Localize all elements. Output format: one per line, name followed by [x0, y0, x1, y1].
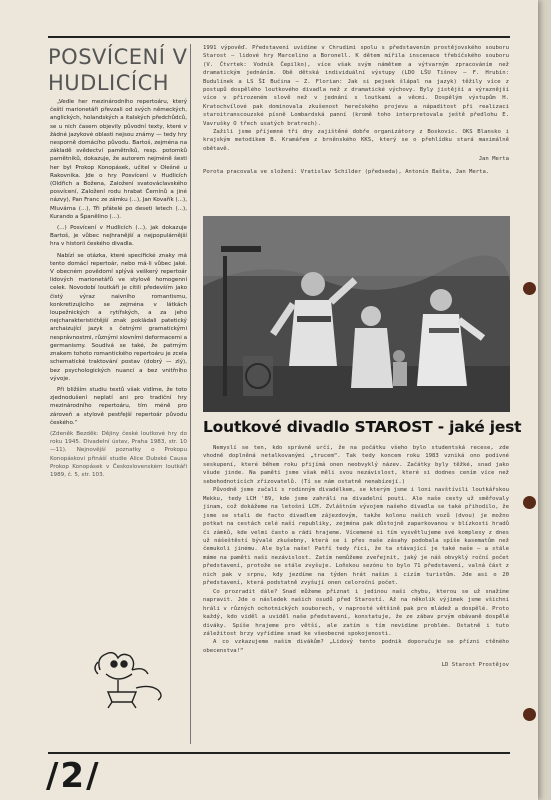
article1-paragraph: Nabízí se otázka, které specifické znaky má tento domácí repertoár, nebo má-li vůbec jaké. V obecném povědomí splývá veškerý repertoár lidových marionetářů ve stylově homogenní celek. Novodobí loutkáři je cítili především jako čistý výraz naivního romantismu, konkretizujícího se zejména v látkách loupežnických a rytířských, a za jeho nejcharakterističtější znak pokládali patetický archaizující jazyk s četnými gramatickými nesprávnostmi, různými slovními deformacemi a germanismy. Soudívá se také, že patrným znakem tohoto romantického repertoáru je zcela schematické traktování postav (dobrý — zlý), bez psychologických nuancí a bez vnitřního vývoje.: [50, 252, 187, 382]
article2-body: [203, 444, 509, 670]
review-paragraph: Zažili jsme příjemné tři dny zajištěné dobře organizátory z Boskovic. OKS Blansko i krajským metodikem B. Kramářem z brněnského KKS, který se o přehlídku stará maximálně obětavě.: [203, 129, 509, 152]
article1-body: [50, 98, 187, 482]
jury-composition: Porota pracovala ve složení: Vratislav Schilder (předseda), Antonín Bašta, Jan Merta.: [203, 168, 490, 175]
binder-hole: [523, 708, 536, 721]
binder-hole: [523, 496, 536, 509]
binder-hole: [523, 282, 536, 295]
article1-paragraph: (...) Posvícení v Hudlicích (...), jak dokazuje Bartoš, je vůbec nejhranější a nejpopulárnější hra v historii českého divadla.: [50, 225, 187, 248]
article1-title: POSVÍCENÍ V HUDLICÍCH: [48, 45, 188, 95]
article2-paragraph: Co prozradit dále? Snad můžeme přiznat i jedinou naši chybu, kterou se už snažíme napravit. Jde o následek našich osudů před Starostí. Až na několik výjimek jsme všichni hráli v různých ochotnických souborech, v naprosté většině pak pro mládež a dospělé. Proto každý, kdo viděl a uviděl naše představení, konstatuje, že ze zábav prvým obávaně dospělé diváky. Spíše hrajeme pro větší, ale zatím s tím nevidíme problém. Ostatně i tuto záležitost brzy vyřídíme snad ke všeobecné spokojenosti.: [203, 588, 509, 637]
photo-scene: [203, 216, 510, 412]
performance-photo: [203, 216, 510, 412]
article1-paragraph: „Vedle her mezinárodního repertoáru, který čeští marionetáři převzali od svých německých, anglických, holandských a italských předchůdců, se u nich časem objevily původní texty, které v žádné jazykové oblasti nejsou známy — tedy hry nesporně domácího původu. Bartoš, zejména na základě svědectví pamětníků, resp. potomků pamětníků, dokazuje, že autorem nejméně šesti her byl Prokop Konopásek, učitel v Olešné u Rakovníka. Jde o hry Posvícení v Hudlicích (Oldřich a Božena, Založení svatováclavského posvícení, Založení rodu hrabat Černínů a jiné názvy), Pan Franc ze zámku (...), Jan Kovařík (...), Mluvárna (...), Tři přátelé po deseti letech (...), Kurando a Španělino (...).: [50, 99, 187, 220]
article2-headline: Loutkové divadlo STAROST - jaké jest: [203, 418, 522, 436]
article2-paragraph: Původně jsme začali s rodinným divadélkem, se kterým jsme i loni navštívili loutkářskou Mekku, tedy LCH '89, kde jsme zahráli na divadelní pouti. Ale naše cesty už směřovaly jinam, což dokážeme na letošní LCH. Zvláštním vývojem našeho divadla se také přihodilo, že jsme se stali de facto divadlem zájezdovým, takže kolonu našich vozů (dvou) je možno potkat na cestách celé naší republiky, zejména pak důstojně zaparkovanou v blízkosti hradů či zámků, kde velmi často a rádi hrajeme. Vícemené si tím vysvětlujeme své komplexy z dnes už nášeštěstí bývalé zkušebny, která se i přes naše zásahy podobala spíše kasematům než čemukoli jinému. Ale byla naše! Patří tedy říci, že ta stávající je také naše — a stále máme na paměti naši nezávislost. Zatím nemůžeme zveřejnit, jaký je náš obvyklý roční počet představení, protože se stále zvyšuje. Loňskou sezónu to bylo 71 představení, valná část z nich pak v srpnu, kdy jezdíme na týden hrát našim i cizím turistům. Jde asi o 20 představení, která podstatně zvyšují onen celoroční počet.: [203, 487, 509, 587]
article1-paragraph: Při bližším studiu textů však vidíme, že toto zjednodušení neplatí ani pro tradiční hry mezinárodního repertoáru, tím méně pro zároveň a stylově pestřejší repertoár původu českého.“: [50, 386, 187, 426]
column-divider: [190, 44, 191, 744]
review-paragraph: 1991 výpověď. Představení uvidíme v Chrudimi spolu s představením prostějovského souboru Starost — lidové hry Marcelino a Boronell. K dětem mířila inscenace třebíčského souboru (V. Čtvrtek: Vodník Čepilko), více však svým námětem a výtvarným zpracováním než dramatickým jednáním. Obě dětská individuální výstupy (LDO LŠU Tišnov — F. Hrubín: Budulínek a LS ŠI Bučina — Z. Florian: Jak si pejsek šlápal na jazyk) těžily více z postupů dospělého loutkového divadla než z dramatické výchovy. Byly jistější a výraznější více v přirozeném slově než v jednání s loutkami a věcmi. Dospělým výstupům H. Kratochvílové pak dominovala zkušenost herečského projevu a nápaditost při realizaci staroitranscouzské písně Lombardská panní (kromě toho interpretovala ještě předlohu E. Vavrušky O třech usatých bratrech).: [203, 45, 509, 127]
article2-signature: LD Starost Prostějov: [441, 662, 509, 669]
page-number: /2/: [46, 756, 101, 796]
article2-paragraph: Nemyslí se ten, kdo správně určí, že na počátku všeho bylo studentská recese, zde vhodně doplněná netalkovanými „trucem“. Tak tedy koncem roku 1983 vzniká ono podivné seskupení, které během roku přijímá onen neobvyklý název. Začátky byly těžké, snad jako všude jinde. Na paměti jsme však měli svou nezávislost, které si dodnes cením více než sebehodnotících zřizovatelů. (Tí se nám ostatně nenabízejí.): [203, 445, 509, 485]
article1-source-note: (Zdeněk Bezděk: Dějiny české loutkové hry do roku 1945. Divadelní ústav, Praha 1983, str. 10—11). Nejnovější poznatky o Prokopu Konopáskovi přináší studie Alice Dubské Causa Prokop Konopásek v Československém loutkáři 1989, č. 5, str. 103.: [50, 430, 187, 478]
dog-puppet-illustration: [92, 640, 172, 710]
top-rule: [48, 36, 510, 38]
article2-paragraph: A co vzkazujeme našim divákům? „Lidový tento podnik doporučuje se přízni ctěného obecenstva!“: [203, 639, 509, 654]
review-signature: Jan Merta: [478, 156, 509, 163]
bottom-rule: [48, 752, 510, 754]
review-text: [203, 44, 509, 176]
